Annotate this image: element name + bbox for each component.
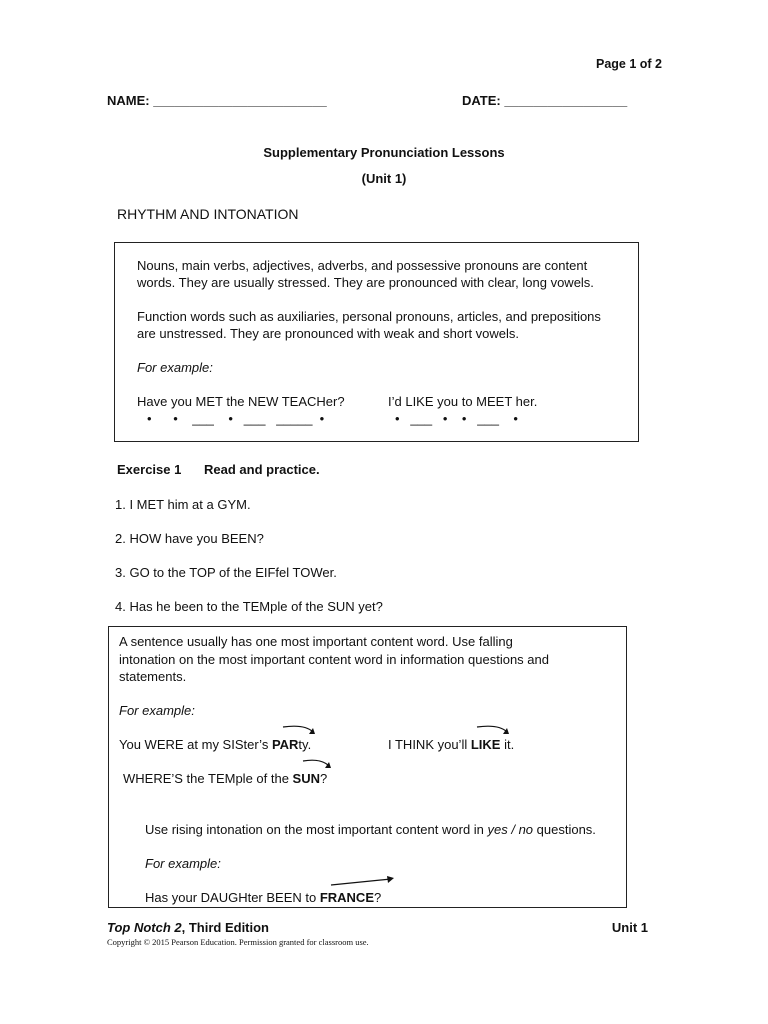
box2-for-example: For example: bbox=[119, 703, 195, 718]
box2-example-3: WHERE’S the TEMple of the SUN? bbox=[123, 771, 328, 786]
section-heading: RHYTHM AND INTONATION bbox=[117, 206, 299, 222]
exercise-label: Exercise 1 bbox=[117, 462, 182, 477]
page-number: Page 1 of 2 bbox=[596, 57, 662, 71]
falling-intonation-arrow-icon bbox=[281, 723, 319, 737]
box1-para2-line2: are unstressed. They are pronounced with weak and short vowels. bbox=[137, 326, 520, 341]
footer-book-title: Top Notch 2, Third Edition bbox=[107, 920, 270, 935]
box1-para2-line1: Function words such as auxiliaries, personal pronouns, articles, and prepositions bbox=[137, 309, 601, 324]
box2-example-2: I THINK you’ll LIKE it. bbox=[388, 737, 515, 752]
rising-intonation-arrow-icon bbox=[329, 875, 397, 889]
page-title: Supplementary Pronunciation Lessons bbox=[263, 145, 505, 160]
name-field-label: NAME: ________________________ bbox=[107, 93, 327, 108]
box1-para1-line2: words. They are usually stressed. They are pronounced with clear, long vowels. bbox=[137, 275, 594, 290]
falling-intonation-arrow-icon bbox=[301, 757, 335, 771]
box2-para1-line3: statements. bbox=[119, 669, 187, 684]
content-words-box bbox=[114, 242, 639, 442]
exercise-item-1: 1. I MET him at a GYM. bbox=[115, 497, 251, 512]
box2-example-4: Has your DAUGHter BEEN to FRANCE? bbox=[145, 890, 382, 905]
box1-example-1-stress-marks: • • ___ • ___ _____ • bbox=[147, 411, 325, 426]
box2-para1-line2: intonation on the most important content word in information questions and bbox=[119, 652, 549, 667]
box2-para1-line1: A sentence usually has one most important content word. Use falling bbox=[119, 634, 513, 649]
footer-unit: Unit 1 bbox=[611, 920, 648, 935]
date-field-label: DATE: _________________ bbox=[462, 93, 628, 108]
exercise-item-3: 3. GO to the TOP of the EIFfel TOWer. bbox=[115, 565, 337, 580]
box1-example-2-stress-marks: • ___ • • ___ • bbox=[395, 411, 518, 426]
intonation-box bbox=[108, 626, 627, 908]
box2-example-1: You WERE at my SISter’s PARty. bbox=[119, 737, 312, 752]
box2-for-example-2: For example: bbox=[145, 856, 221, 871]
falling-intonation-arrow-icon bbox=[475, 723, 513, 737]
exercise-instruction: Read and practice. bbox=[204, 462, 320, 477]
exercise-item-4: 4. Has he been to the TEMple of the SUN yet? bbox=[115, 599, 383, 614]
box1-for-example: For example: bbox=[137, 360, 213, 375]
box1-example-2: I’d LIKE you to MEET her. bbox=[388, 394, 538, 409]
footer-copyright: Copyright © 2015 Pearson Education. Permission granted for classroom use. bbox=[107, 937, 369, 947]
box1-example-1: Have you MET the NEW TEACHer? bbox=[137, 394, 345, 409]
box2-para2: Use rising intonation on the most important content word in yes / no questions. bbox=[145, 822, 596, 837]
page-subtitle: (Unit 1) bbox=[361, 171, 407, 186]
exercise-item-2: 2. HOW have you BEEN? bbox=[115, 531, 264, 546]
box1-para1-line1: Nouns, main verbs, adjectives, adverbs, and possessive pronouns are content bbox=[137, 258, 588, 273]
